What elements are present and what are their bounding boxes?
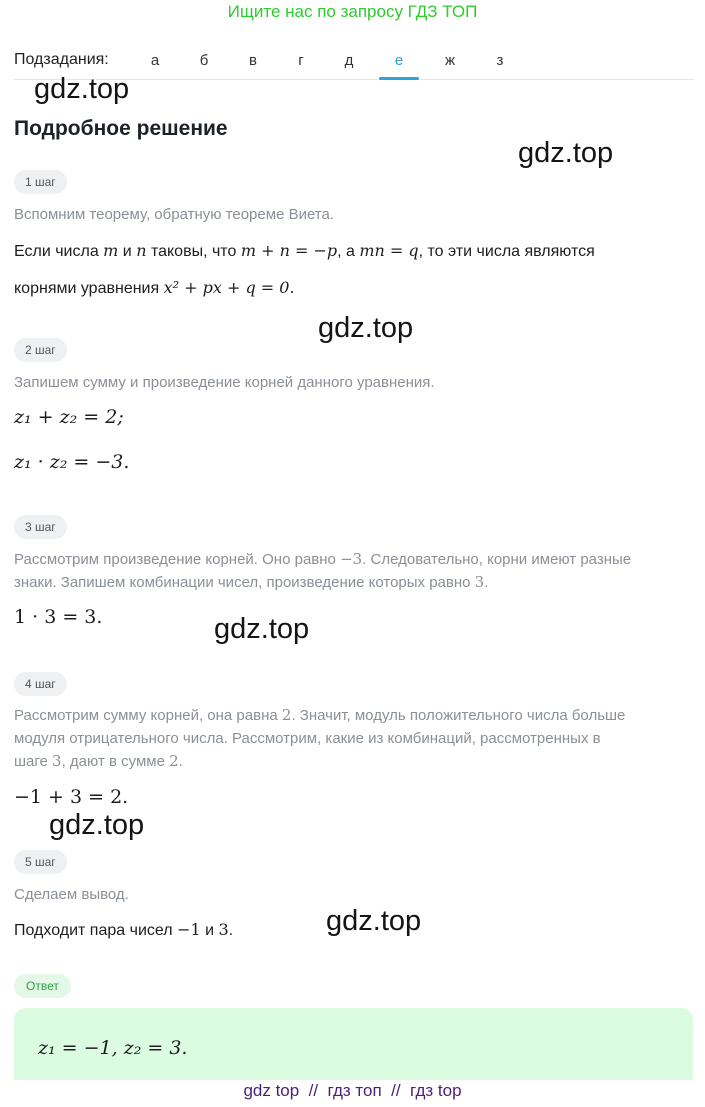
text-fragment: , дают в сумме <box>61 753 165 770</box>
step-hint: Рассмотрим произведение корней. Оно равно −3. Следовательно, корни имеют разные знаки. Запишем комбинации чисел, произведение которых равно 3. <box>14 550 632 591</box>
tab-b[interactable]: б <box>199 52 209 69</box>
math-value: 3 <box>52 752 62 770</box>
tab-e[interactable]: е <box>394 52 404 69</box>
tab-d[interactable]: д <box>344 52 354 69</box>
text-fragment: корнями уравнения <box>14 280 160 297</box>
math-formula: mn = q <box>359 241 419 260</box>
text-fragment: и <box>122 243 132 260</box>
step-badge: 3 шаг <box>14 515 67 539</box>
tab-v[interactable]: в <box>249 52 257 69</box>
math-value: 3 <box>218 920 229 939</box>
text-fragment: модуля отрицательного числа. Рассмотрим, какие из комбинаций, рассмотренных в <box>14 730 601 747</box>
math-formula: −1 + 3 = 2. <box>14 786 129 808</box>
watermark: gdz.top <box>518 137 614 169</box>
tab-a[interactable]: а <box>150 52 160 69</box>
math-value: 2 <box>281 706 292 724</box>
step-text <box>14 233 694 307</box>
math-value: −3 <box>340 550 363 568</box>
math-value: 2 <box>169 752 179 770</box>
step-badge: 4 шаг <box>14 672 67 696</box>
math-formula: 1 · 3 = 3. <box>14 606 103 628</box>
tab-zh[interactable]: ж <box>444 52 456 69</box>
subtasks-label: Подзадания: <box>14 51 109 68</box>
text-fragment: знаки. Запишем комбинации чисел, произведение которых равно <box>14 574 471 591</box>
step-hint: Сделаем вывод. <box>14 886 129 903</box>
answer-badge: Ответ <box>14 974 71 998</box>
footer-links: gdz top // гдз топ // гдз top <box>243 1081 462 1100</box>
step-hint: Запишем сумму и произведение корней данного уравнения. <box>14 374 435 391</box>
watermark: gdz.top <box>49 809 145 841</box>
page-title: Подробное решение <box>14 117 228 140</box>
text-fragment: Рассмотрим произведение корней. Оно равно <box>14 551 336 568</box>
math-formula: x² + px + q = 0. <box>163 278 295 297</box>
text-fragment: Рассмотрим сумму корней, она равна <box>14 707 278 724</box>
step-badge: 5 шаг <box>14 850 67 874</box>
answer-formula: z₁ = −1, z₂ = 3. <box>38 1037 188 1059</box>
text-fragment: таковы, что <box>150 243 237 260</box>
math-value: 3 <box>474 573 485 591</box>
step-text: Подходит пара чисел −1 и 3. <box>14 920 234 939</box>
step-hint: Вспомним теорему, обратную теореме Виета. <box>14 206 335 223</box>
step-badge: 1 шаг <box>14 170 67 194</box>
math-value: −1 <box>177 920 201 939</box>
math-formula: z₁ + z₂ = 2; <box>14 406 124 428</box>
text-fragment: , а <box>337 243 355 260</box>
text-fragment: Подходит пара чисел <box>14 922 173 939</box>
text-fragment: и <box>205 922 215 939</box>
watermark: gdz.top <box>318 312 414 344</box>
search-hint-banner: Ищите нас по запросу ГДЗ ТОП <box>227 2 478 21</box>
math-var: n <box>136 241 147 260</box>
math-var: m <box>103 241 119 260</box>
math-formula: z₁ · z₂ = −3. <box>14 451 130 473</box>
text-fragment: Если числа <box>14 243 99 260</box>
text-fragment: . Следовательно, корни имеют разные <box>362 551 632 568</box>
step-hint: Рассмотрим сумму корней, она равна 2. Значит, модуль положительного числа больше модуля отрицательного числа. Рассмотрим, какие из комбинаций, рассмотренных в шаге 3, дают в сумме 2. <box>14 706 626 770</box>
text-fragment: шаге <box>14 753 48 770</box>
tab-z[interactable]: з <box>496 52 504 69</box>
text-fragment: . Значит, модуль положительного числа больше <box>291 707 626 724</box>
text-fragment: , то эти числа являются <box>418 243 595 260</box>
step-badge: 2 шаг <box>14 338 67 362</box>
watermark: gdz.top <box>214 613 310 645</box>
math-formula: m + n = −p <box>240 241 338 260</box>
watermark: gdz.top <box>34 73 130 105</box>
tab-g[interactable]: г <box>298 52 304 69</box>
active-tab-indicator <box>379 77 419 80</box>
watermark: gdz.top <box>326 905 422 937</box>
